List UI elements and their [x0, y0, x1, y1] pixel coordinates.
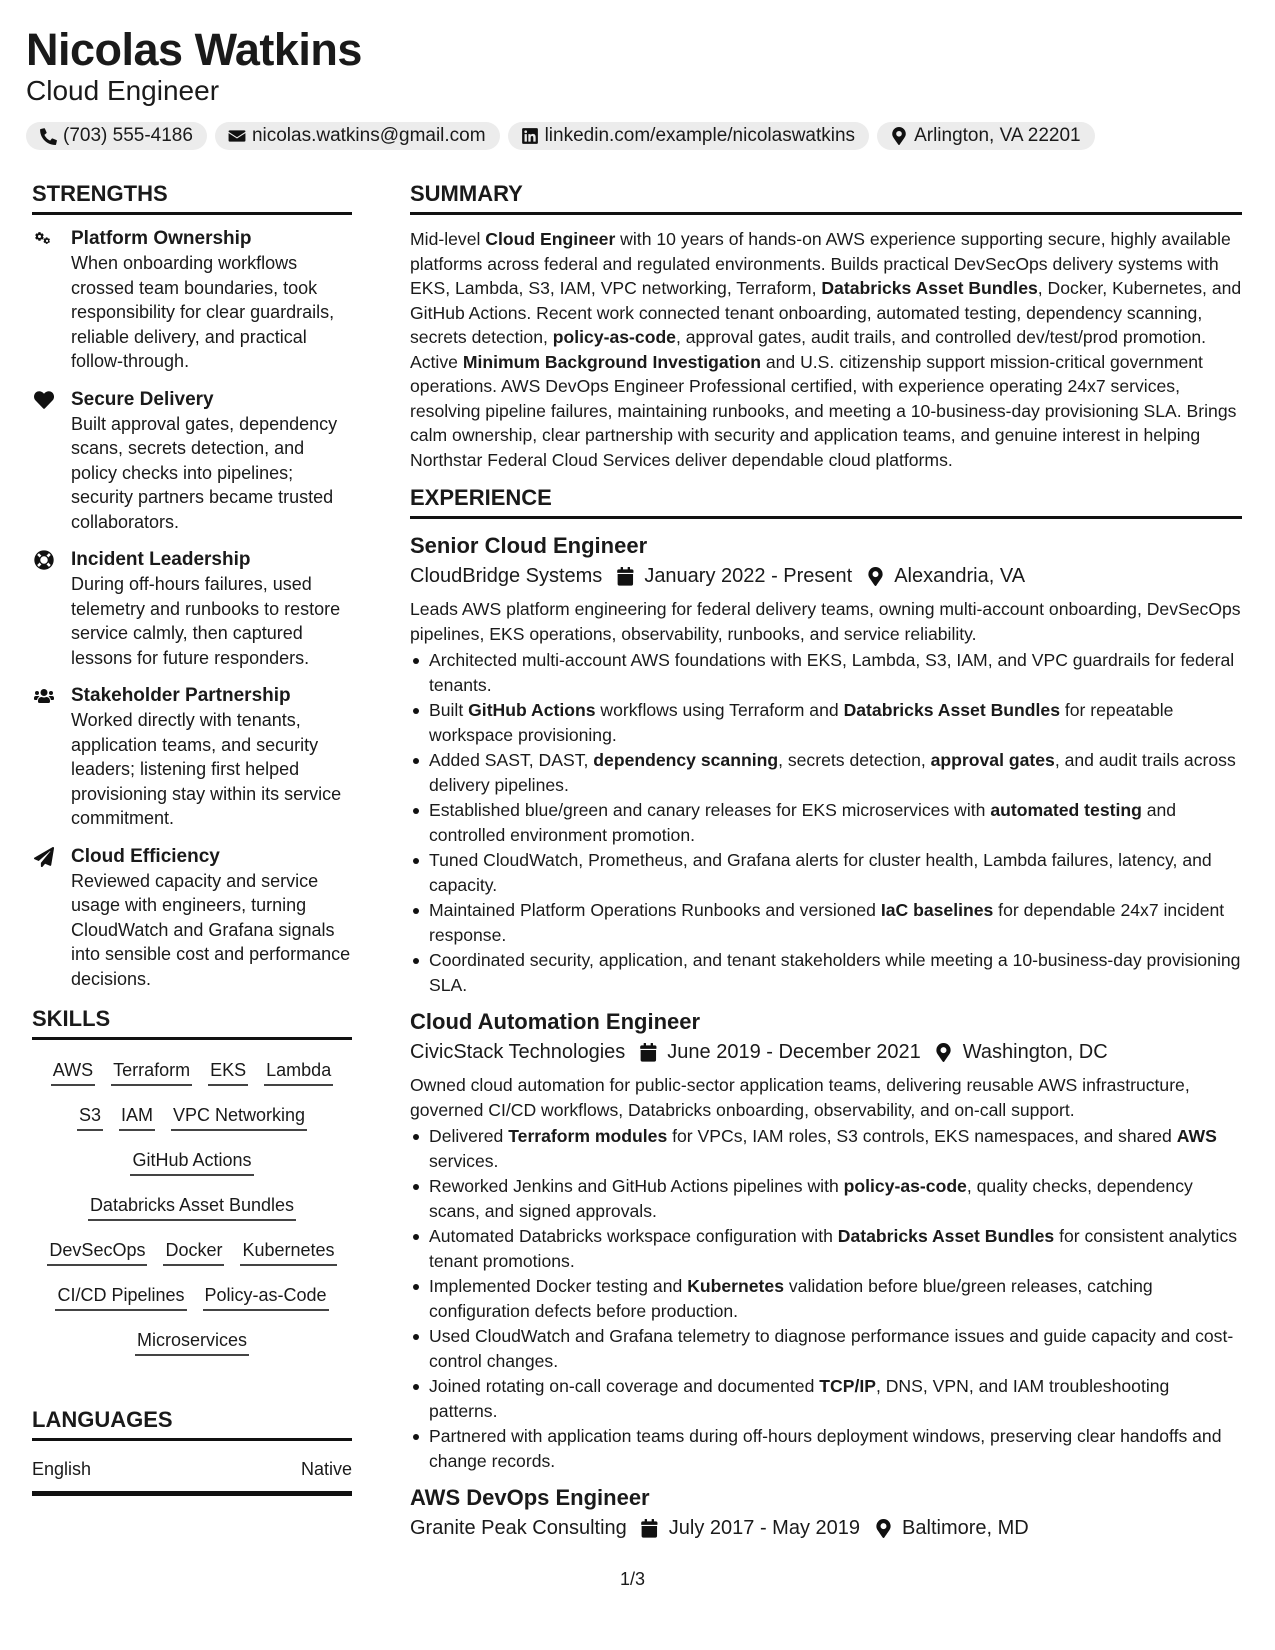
paper-plane-icon	[32, 846, 56, 868]
strength-item	[32, 684, 352, 831]
strengths-heading: STRENGTHS	[32, 180, 352, 215]
bold-text: policy-as-code	[843, 1176, 967, 1196]
job-dates: June 2019 - December 2021	[667, 1041, 921, 1063]
text-run: Built	[429, 700, 469, 720]
contact-email-text: nicolas.watkins@gmail.com	[251, 125, 486, 146]
strength-name: Incident Leadership	[71, 549, 251, 570]
list-item	[410, 1274, 1242, 1323]
strength-item	[32, 548, 352, 670]
skill-tag: CI/CD Pipelines	[55, 1283, 186, 1311]
location-pin-icon	[864, 565, 886, 587]
text-run: for consistent analytics tenant promotions.	[429, 1226, 1238, 1271]
strength-description: Worked directly with tenants, application teams, and security leaders; listening first helped provisioning stay within its service commitment.	[71, 710, 342, 828]
calendar-icon	[637, 1041, 659, 1063]
location-pin-icon	[933, 1041, 955, 1063]
list-item	[410, 1424, 1242, 1473]
languages-section	[32, 1406, 352, 1496]
calendar-icon	[614, 565, 636, 587]
strength-name: Platform Ownership	[71, 228, 252, 249]
gears-icon	[32, 228, 56, 250]
text-run: Joined rotating on-call coverage and documented	[429, 1376, 820, 1396]
contact-phone[interactable]	[26, 122, 207, 150]
text-run: Partnered with application teams during off-hours deployment windows, preserving clear handoffs and change records.	[429, 1426, 1222, 1471]
candidate-name: Nicolas Watkins	[26, 24, 362, 75]
text-run: , Docker, Kubernetes, and GitHub Actions. Recent work connected tenant onboarding, automated testing, dependency scanning, secrets detection,	[410, 278, 1242, 347]
linkedin-icon	[520, 126, 540, 146]
envelope-icon	[227, 126, 247, 146]
text-run: Delivered	[429, 1126, 509, 1146]
strength-item	[32, 388, 352, 535]
languages-heading: LANGUAGES	[32, 1406, 352, 1441]
resume-header	[26, 24, 1235, 150]
job-summary: Leads AWS platform engineering for federal delivery teams, owning multi-account onboarding, DevSecOps pipelines, EKS operations, observability, runbooks, and service reliability.	[410, 599, 1241, 644]
text-run: Reworked Jenkins and GitHub Actions pipelines with	[429, 1176, 844, 1196]
text-run: , approval gates, audit trails, and controlled dev/test/prod promotion. Active	[410, 327, 1207, 372]
text-run: for VPCs, IAM roles, S3 controls, EKS namespaces, and shared	[667, 1126, 1177, 1146]
contact-phone-text: (703) 555-4186	[63, 125, 193, 146]
skill-tag: Docker	[163, 1238, 224, 1266]
skill-tag: Terraform	[111, 1058, 192, 1086]
life-ring-icon	[32, 549, 56, 571]
job-entry	[410, 531, 1242, 997]
right-column	[410, 180, 1242, 1553]
skill-tag: Databricks Asset Bundles	[88, 1193, 296, 1221]
strength-name: Secure Delivery	[71, 388, 214, 410]
bold-text: IaC baselines	[880, 900, 994, 920]
job-title: Cloud Automation Engineer	[410, 1009, 701, 1034]
job-meta	[410, 1037, 1242, 1067]
bold-text: Cloud Engineer	[485, 229, 616, 249]
bold-text: TCP/IP	[819, 1376, 876, 1396]
text-run: services.	[429, 1150, 499, 1171]
text-run: , quality checks, dependency scans, and signed approvals.	[429, 1176, 1193, 1221]
text-run: and controlled environment promotion.	[429, 800, 1177, 845]
job-entry	[410, 1483, 1242, 1543]
bold-text: automated testing	[990, 800, 1142, 820]
text-run: for repeatable workspace provisioning.	[429, 700, 1174, 745]
strength-description: Reviewed capacity and service usage with engineers, turning CloudWatch and Grafana signals into sensible cost and performance decisions.	[71, 870, 351, 989]
location-pin-icon	[889, 126, 909, 146]
language-level: Native	[300, 1459, 352, 1479]
text-run: and U.S. citizenship support mission-critical government operations. AWS DevOps Engineer Professional certified, with experience operating 24x7 services, resolving pipeline failures, maintaining runbooks, and meeting a 10-business-day provisioning SLA. Brings calm ownership, clear partnership with security and application teams, and genuine interest in helping Northstar Federal Cloud Services deliver dependable cloud platforms.	[410, 351, 1237, 470]
strength-description: Built approval gates, dependency scans, secrets detection, and policy checks into pipelines; security partners became trusted collaborators.	[71, 413, 338, 532]
bold-text: Minimum Background Investigation	[462, 351, 761, 372]
job-location: Alexandria, VA	[894, 565, 1026, 587]
job-meta	[410, 561, 1242, 591]
calendar-icon	[639, 1517, 661, 1539]
text-run: Used CloudWatch and Grafana telemetry to diagnose performance issues and guide capacity and cost-control changes.	[429, 1326, 1234, 1371]
list-item	[410, 648, 1242, 697]
skill-tag: AWS	[51, 1058, 95, 1086]
contact-location	[877, 122, 1095, 150]
strength-description: During off-hours failures, used telemetry and runbooks to restore service calmly, then captured lessons for future responders.	[71, 574, 341, 668]
text-run: with 10 years of hands-on AWS experience supporting secure, highly available platforms across federal and regulated environments. Builds practical DevSecOps delivery systems with EKS, Lambda, S3, IAM, VPC networking, Terraform,	[410, 229, 1231, 298]
list-item	[410, 1324, 1242, 1373]
contact-linkedin-text: linkedin.com/example/nicolaswatkins	[544, 125, 856, 146]
job-company: CivicStack Technologies	[410, 1041, 626, 1063]
candidate-title: Cloud Engineer	[26, 75, 220, 106]
bold-text: Kubernetes	[687, 1276, 784, 1296]
text-run: , and audit trails across delivery pipelines.	[429, 750, 1236, 795]
text-run: Tuned CloudWatch, Prometheus, and Grafana alerts for cluster health, Lambda failures, latency, and capacity.	[429, 850, 1212, 895]
text-run: Implemented Docker testing and	[429, 1276, 688, 1296]
strength-item	[32, 227, 352, 374]
job-dates: July 2017 - May 2019	[668, 1517, 861, 1539]
text-run: Added SAST, DAST,	[429, 750, 594, 770]
bold-text: approval gates	[930, 750, 1055, 770]
job-title: AWS DevOps Engineer	[410, 1485, 650, 1510]
list-item	[410, 1174, 1242, 1223]
skill-tag: Microservices	[135, 1328, 249, 1356]
job-location: Washington, DC	[962, 1041, 1108, 1063]
summary-text	[410, 227, 1242, 472]
skills-list	[32, 1052, 352, 1356]
list-item	[410, 1124, 1242, 1173]
left-column	[32, 180, 352, 1496]
text-run: Mid-level	[410, 229, 486, 249]
text-run: Architected multi-account AWS foundations with EKS, Lambda, S3, IAM, and VPC guardrails for federal tenants.	[429, 650, 1235, 695]
skills-heading: SKILLS	[32, 1005, 352, 1040]
bold-text: Databricks Asset Bundles	[821, 278, 1038, 298]
page-number: 1/3	[620, 1569, 646, 1589]
text-run: for dependable 24x7 incident response.	[429, 900, 1225, 945]
skills-section	[32, 1005, 352, 1356]
strength-name: Stakeholder Partnership	[71, 685, 291, 706]
job-company: CloudBridge Systems	[410, 565, 603, 587]
job-title: Senior Cloud Engineer	[410, 533, 648, 558]
contact-location-text: Arlington, VA 22201	[914, 125, 1081, 146]
skill-tag: S3	[77, 1103, 103, 1131]
heart-icon	[32, 389, 56, 411]
skill-tag: GitHub Actions	[130, 1148, 253, 1176]
job-bullets	[410, 648, 1242, 997]
contact-linkedin[interactable]	[508, 122, 869, 150]
bold-text: Databricks Asset Bundles	[843, 700, 1060, 720]
list-item	[410, 798, 1242, 847]
experience-section	[410, 484, 1242, 1543]
bold-text: AWS	[1176, 1126, 1217, 1146]
location-pin-icon	[872, 1517, 894, 1539]
language-name: English	[32, 1459, 92, 1479]
text-run: Coordinated security, application, and tenant stakeholders while meeting a 10-business-day provisioning SLA.	[429, 950, 1241, 995]
list-item	[410, 1374, 1242, 1423]
phone-icon	[38, 126, 58, 146]
bold-text: Databricks Asset Bundles	[837, 1226, 1055, 1246]
list-item	[410, 948, 1242, 997]
list-item	[410, 848, 1242, 897]
job-summary: Owned cloud automation for public-sector application teams, delivering reusable AWS infrastructure, governed CI/CD workflows, Databricks onboarding, observability, and on-call support.	[410, 1075, 1190, 1120]
list-item	[410, 698, 1242, 747]
skill-tag: DevSecOps	[47, 1238, 147, 1266]
bold-text: Terraform modules	[508, 1126, 668, 1146]
text-run: Automated Databricks workspace configuration with	[429, 1226, 838, 1246]
skill-tag: Kubernetes	[240, 1238, 336, 1266]
strength-item	[32, 845, 352, 992]
strength-name: Cloud Efficiency	[71, 845, 220, 867]
strength-description: When onboarding workflows crossed team boundaries, took responsibility for clear guardrails, reliable delivery, and practical follow-through.	[71, 253, 335, 371]
skill-tag: EKS	[208, 1058, 248, 1086]
contact-email[interactable]	[215, 122, 500, 150]
text-run: Maintained Platform Operations Runbooks and versioned	[429, 900, 881, 920]
skill-tag: Policy-as-Code	[203, 1283, 329, 1311]
text-run: , secrets detection,	[778, 750, 931, 770]
bold-text: GitHub Actions	[468, 700, 596, 720]
summary-section	[410, 180, 1242, 472]
text-run: workflows using Terraform and	[595, 700, 844, 720]
job-meta	[410, 1513, 1242, 1543]
job-location: Baltimore, MD	[902, 1517, 1029, 1539]
strengths-section	[32, 180, 352, 991]
text-run: , DNS, VPN, and IAM troubleshooting patterns.	[429, 1376, 1170, 1421]
experience-heading: EXPERIENCE	[410, 484, 1242, 519]
text-run: Established blue/green and canary releases for EKS microservices with	[429, 800, 991, 820]
skill-tag: IAM	[119, 1103, 155, 1131]
contact-bar	[26, 122, 1235, 150]
job-bullets	[410, 1124, 1242, 1473]
job-entry	[410, 1007, 1242, 1473]
bold-text: policy-as-code	[552, 327, 676, 347]
bold-text: dependency scanning	[593, 750, 779, 770]
skill-tag: Lambda	[264, 1058, 333, 1086]
list-item	[410, 748, 1242, 797]
skill-tag: VPC Networking	[171, 1103, 307, 1131]
language-row	[32, 1453, 352, 1496]
job-dates: January 2022 - Present	[644, 565, 853, 587]
job-company: Granite Peak Consulting	[410, 1517, 627, 1539]
summary-heading: SUMMARY	[410, 180, 1242, 215]
list-item	[410, 1224, 1242, 1273]
list-item	[410, 898, 1242, 947]
text-run: validation before blue/green releases, catching configuration defects before production.	[429, 1276, 1153, 1321]
users-icon	[32, 685, 56, 707]
